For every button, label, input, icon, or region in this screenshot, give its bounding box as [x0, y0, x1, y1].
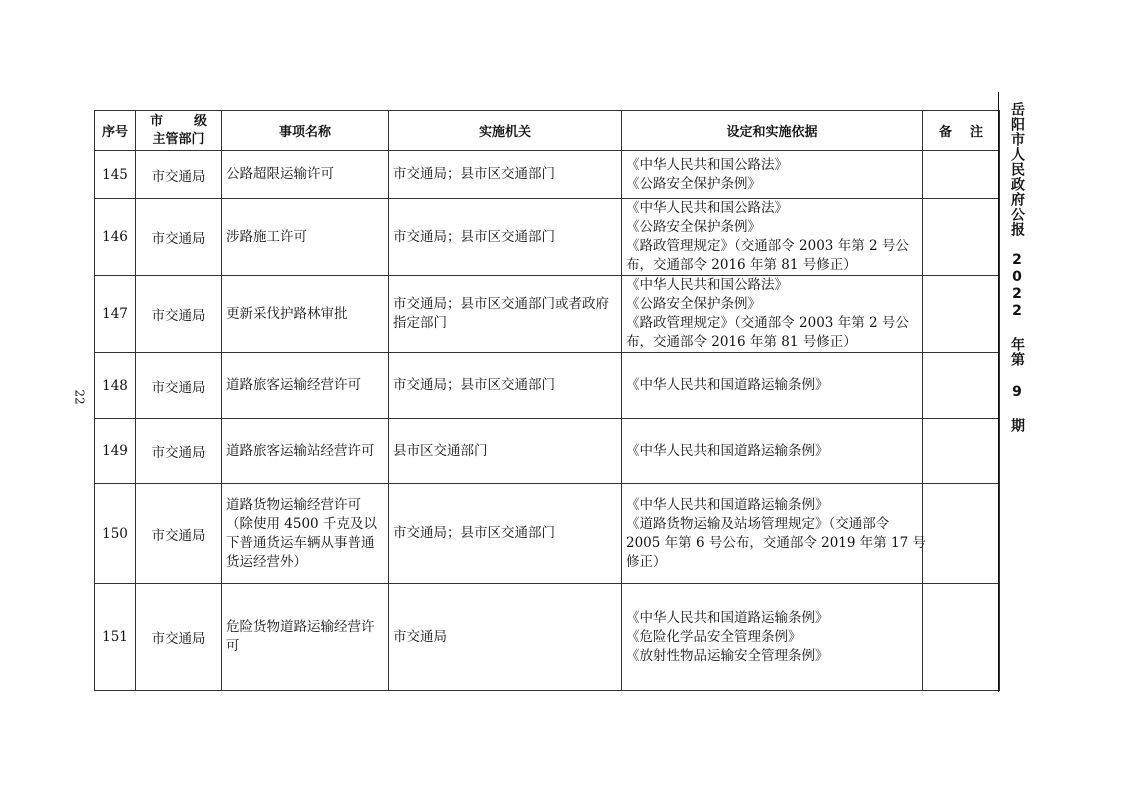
table-row — [95, 419, 1000, 484]
header-remark-right: 注 — [969, 125, 983, 140]
basis-line: 《中华人民共和国公路法》 — [626, 156, 788, 173]
header-remark-left: 备 — [939, 125, 953, 140]
cell-agency: 市交通局；县市区交通部门 — [389, 353, 622, 419]
cell-name: 道路旅客运输经营许可 — [222, 353, 389, 419]
header-dept — [136, 111, 222, 151]
side-title: 岳阳市人民政府公报 2022 年第 9 期 — [1009, 102, 1025, 433]
basis-line: 《中华人民共和国公路法》 — [626, 200, 788, 216]
table-row — [95, 199, 1000, 276]
cell-basis — [622, 419, 923, 484]
cell-name: 道路旅客运输站经营许可 — [222, 419, 389, 484]
cell-remark — [923, 419, 1000, 484]
cell-basis — [622, 353, 923, 419]
basis-line: 《放射性物品运输安全管理条例》 — [626, 647, 829, 664]
cell-remark — [923, 584, 1000, 691]
cell-no: 151 — [95, 584, 136, 691]
basis-line: 《公路安全保护条例》 — [626, 296, 761, 312]
basis-line: 布，交通部令 2016 年第 81 号修正） — [626, 334, 857, 350]
cell-basis — [622, 151, 923, 199]
basis-line: 《道路货物运输及站场管理规定》（交通部令 — [626, 515, 890, 532]
cell-remark — [923, 353, 1000, 419]
cell-name: 危险货物道路运输经营许可 — [222, 584, 389, 691]
header-name: 事项名称 — [222, 111, 389, 151]
basis-line: 布，交通部令 2016 年第 81 号修正） — [626, 257, 857, 273]
cell-name: 更新采伐护路林审批 — [222, 276, 389, 353]
cell-dept: 市交通局 — [136, 484, 222, 584]
cell-no: 150 — [95, 484, 136, 584]
cell-agency: 县市区交通部门 — [389, 419, 622, 484]
table-row — [95, 151, 1000, 199]
basis-line: 《路政管理规定》（交通部令 2003 年第 2 号公 — [626, 315, 909, 331]
cell-agency: 市交通局 — [389, 584, 622, 691]
cell-agency: 市交通局；县市区交通部门 — [389, 151, 622, 199]
header-remark — [923, 111, 1000, 151]
cell-dept: 市交通局 — [136, 419, 222, 484]
header-dept-top-right: 级 — [193, 113, 207, 129]
header-dept-top-left: 市 — [150, 113, 164, 129]
basis-line: 《公路安全保护条例》 — [626, 219, 761, 235]
basis-line: 《中华人民共和国道路运输条例》 — [626, 609, 829, 626]
table-row — [95, 484, 1000, 584]
cell-remark — [923, 199, 1000, 276]
cell-dept: 市交通局 — [136, 276, 222, 353]
items-table — [94, 110, 1000, 691]
cell-name: 道路货物运输经营许可（除使用 4500 千克及以下普通货运车辆从事普通货运经营外） — [222, 484, 389, 584]
side-rule — [998, 92, 999, 692]
cell-dept: 市交通局 — [136, 353, 222, 419]
cell-remark — [923, 484, 1000, 584]
cell-no: 148 — [95, 353, 136, 419]
cell-dept: 市交通局 — [136, 584, 222, 691]
basis-line: 《公路安全保护条例》 — [626, 175, 761, 192]
cell-name: 涉路施工许可 — [222, 199, 389, 276]
cell-basis — [622, 276, 923, 353]
cell-no: 147 — [95, 276, 136, 353]
basis-line: 2005 年第 6 号公布，交通部令 2019 年第 17 号 — [626, 534, 927, 551]
basis-line: 《危险化学品安全管理条例》 — [626, 628, 802, 645]
table-row — [95, 584, 1000, 691]
cell-no: 145 — [95, 151, 136, 199]
cell-no: 146 — [95, 199, 136, 276]
cell-name: 公路超限运输许可 — [222, 151, 389, 199]
basis-line: 修正） — [626, 553, 667, 570]
cell-no: 149 — [95, 419, 136, 484]
cell-basis — [622, 584, 923, 691]
cell-basis — [622, 199, 923, 276]
table-header-row — [95, 111, 1000, 151]
basis-line: 《中华人民共和国公路法》 — [626, 277, 788, 293]
header-basis: 设定和实施依据 — [622, 111, 923, 151]
cell-basis — [622, 484, 927, 584]
basis-line: 《中华人民共和国道路运输条例》 — [626, 377, 829, 393]
cell-remark — [923, 151, 1000, 199]
basis-line: 《中华人民共和国道路运输条例》 — [626, 496, 829, 513]
cell-dept: 市交通局 — [136, 151, 222, 199]
cell-agency: 市交通局；县市区交通部门或者政府指定部门 — [389, 276, 622, 353]
header-dept-bottom: 主管部门 — [152, 131, 205, 147]
cell-remark — [923, 276, 1000, 353]
cell-agency: 市交通局；县市区交通部门 — [389, 484, 622, 584]
basis-line: 《路政管理规定》（交通部令 2003 年第 2 号公 — [626, 238, 909, 254]
table-row — [95, 353, 1000, 419]
basis-line: 《中华人民共和国道路运输条例》 — [626, 442, 829, 459]
cell-dept: 市交通局 — [136, 199, 222, 276]
header-no: 序号 — [95, 111, 136, 151]
table-body — [95, 151, 1000, 691]
header-agency: 实施机关 — [389, 111, 622, 151]
page-number: 22 — [72, 389, 87, 405]
table-row — [95, 276, 1000, 353]
cell-agency: 市交通局；县市区交通部门 — [389, 199, 622, 276]
